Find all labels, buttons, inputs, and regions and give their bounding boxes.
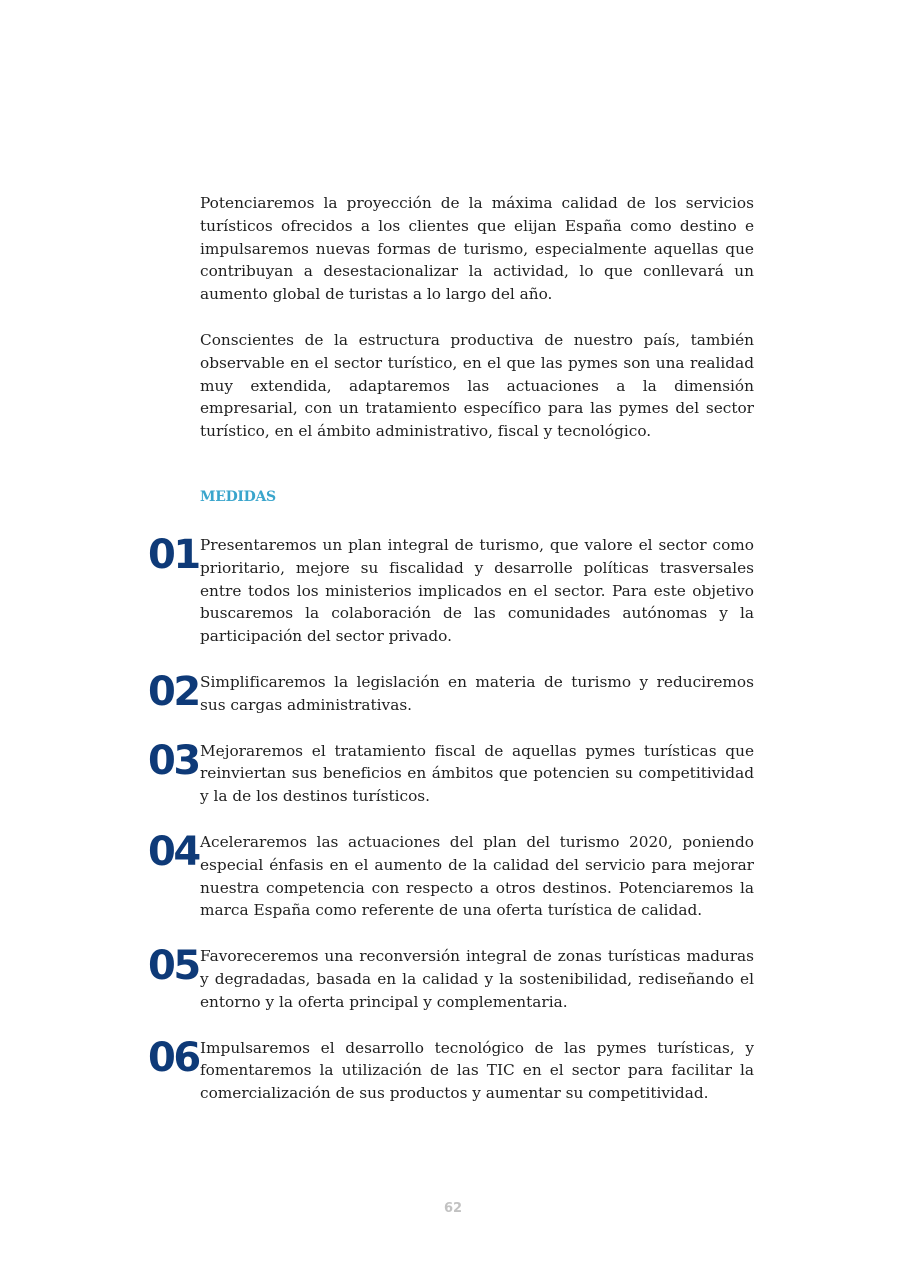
measure-text: Mejoraremos el tratamiento fiscal de aquellas pymes turísticas que reinviertan sus beneficios en ámbitos que potencien su competitividad y la de los destinos turísticos. (200, 741, 754, 806)
measure-text: Impulsaremos el desarrollo tecnológico de las pymes turísticas, y fomentaremos la utilización de las TIC en el sector para facilitar la comercialización de sus productos y aumentar su competitividad. (200, 1038, 754, 1103)
intro-paragraph: Conscientes de la estructura productiva de nuestro país, también observable en el sector turístico, en el que las pymes son una realidad muy extendida, adaptaremos las actuaciones a la dimensión empresarial, con un tratamiento específico para las pymes del sector turístico, en el ámbito administrativo, fiscal y tecnológico. (200, 330, 754, 441)
measure-number: 02 (148, 668, 199, 715)
measure-number: 06 (148, 1034, 199, 1081)
measure-text: Favoreceremos una reconversión integral de zonas turísticas maduras y degradadas, basada en la calidad y la sostenibilidad, rediseñando el entorno y la oferta principal y complementaria. (200, 947, 754, 1011)
measure-number: 01 (148, 532, 199, 578)
measure-item (146, 828, 754, 922)
measure-number: 05 (148, 943, 199, 990)
measure-text: Presentaremos un plan integral de turismo, que valore el sector como prioritario, mejore su fiscalidad y desarrolle políticas trasversales entre todos los ministerios implicados en el sector. Para este objetivo buscaremos la colaboración de las comunidades autónomas y la participación del sector privado. (200, 536, 754, 646)
measure-item (146, 534, 754, 648)
measure-item (146, 668, 754, 717)
measure-item (146, 737, 754, 808)
measure-text: Aceleraremos las actuaciones del plan del turismo 2020, poniendo especial énfasis en el aumento de la calidad del servicio para mejorar nuestra competencia con respecto a otros destinos. Potenciaremos la marca España como referente de una oferta turística de calidad. (200, 832, 754, 920)
measure-text: Simplificaremos la legislación en materia de turismo y reduciremos sus cargas administrativas. (200, 672, 754, 714)
intro-paragraph: Potenciaremos la proyección de la máxima calidad de los servicios turísticos ofrecidos a los clientes que elijan España como destino e impulsaremos nuevas formas de turismo, especialmente aquellas que contribuyan a desestacionalizar la actividad, lo que conllevará un aumento global de turistas a lo largo del año. (200, 194, 754, 304)
measures-list (146, 534, 754, 1105)
measure-item (146, 1034, 754, 1105)
page-number: 62 (443, 1201, 463, 1216)
measure-item (146, 945, 754, 1013)
section-heading: MEDIDAS (200, 489, 276, 505)
measure-number: 03 (148, 737, 199, 784)
intro-section (200, 192, 754, 443)
measure-number: 04 (148, 828, 199, 875)
